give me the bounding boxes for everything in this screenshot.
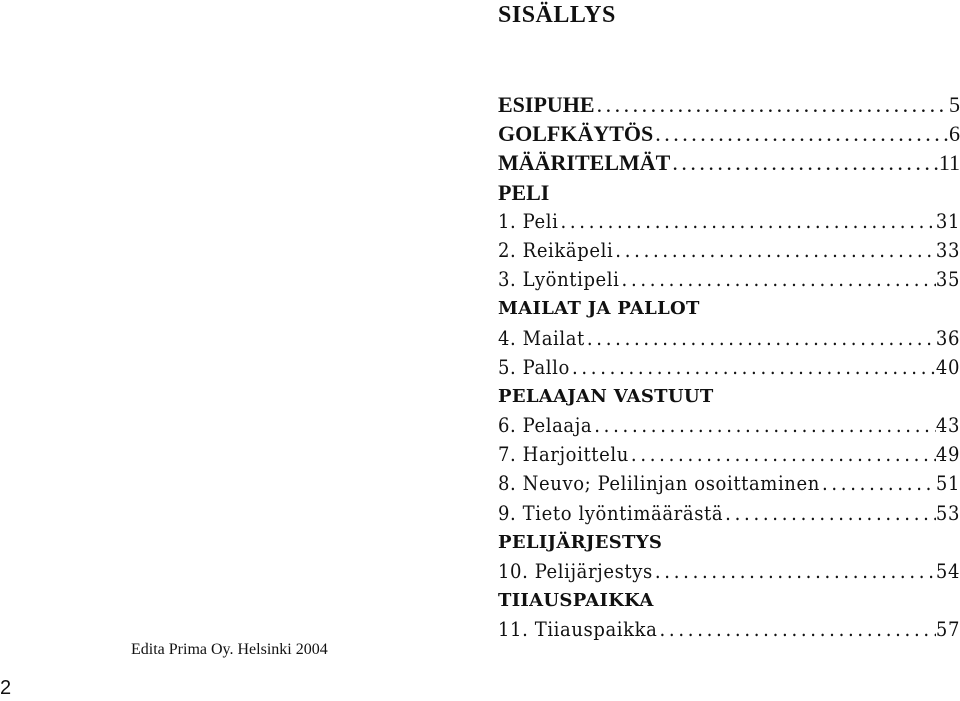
toc-dot-leader (820, 469, 936, 498)
toc-entry-page: 49 (935, 442, 960, 467)
toc-entry (498, 353, 960, 382)
toc-entry (498, 615, 960, 644)
toc-entry (498, 236, 960, 265)
toc-entry-page: 5 (949, 92, 960, 117)
toc-section-heading (498, 586, 960, 615)
toc-entry-label: PELI (498, 179, 550, 205)
toc-dot-leader (657, 615, 935, 644)
toc-section-heading (498, 382, 960, 411)
toc-entry-label: MÄÄRITELMÄT (498, 150, 671, 176)
toc-entry-page: 33 (935, 237, 960, 262)
toc-entry (498, 440, 960, 469)
table-of-contents (498, 90, 960, 645)
toc-entry-label: TIIAUSPAIKKA (498, 590, 654, 612)
toc-entry-label: 5. Pallo (498, 354, 570, 379)
toc-entry-page: 51 (935, 471, 960, 496)
toc-entry-page: 53 (935, 500, 960, 525)
toc-entry-label: 11. Tiiauspaikka (498, 617, 658, 642)
toc-dot-leader (570, 353, 936, 382)
toc-entry (498, 90, 960, 119)
toc-entry (498, 557, 960, 586)
toc-dot-leader (613, 236, 936, 265)
toc-entry (498, 469, 960, 498)
toc-dot-leader (723, 499, 936, 528)
toc-dot-leader (595, 90, 949, 119)
toc-section-heading (498, 294, 960, 323)
toc-dot-leader (629, 440, 936, 469)
toc-entry-page: 57 (935, 617, 960, 642)
toc-entry-page: 35 (935, 267, 960, 292)
toc-entry-page: 36 (935, 325, 960, 350)
toc-entry-label: PELIJÄRJESTYS (498, 531, 663, 553)
toc-entry (498, 411, 960, 440)
toc-dot-leader (670, 148, 938, 177)
toc-dot-leader (653, 557, 936, 586)
toc-section-heading (498, 178, 960, 207)
page-number: 2 (0, 677, 12, 699)
toc-entry-label: 10. Pelijärjestys (498, 559, 653, 583)
toc-entry-label: ESIPUHE (498, 92, 595, 117)
toc-entry-page: 40 (935, 354, 960, 379)
toc-entry-label: PELAAJAN VASTUUT (498, 385, 714, 407)
publisher-imprint: Edita Prima Oy. Helsinki 2004 (131, 641, 328, 658)
toc-entry (498, 324, 960, 353)
toc-entry-label: GOLFKÄYTÖS (498, 121, 654, 147)
toc-entry-label: 1. Peli (498, 208, 559, 233)
toc-entry-label: 2. Reikäpeli (498, 237, 614, 262)
toc-entry-page: 31 (935, 208, 960, 233)
toc-dot-leader (585, 324, 936, 353)
toc-entry (498, 207, 960, 236)
toc-entry-page: 11 (938, 150, 960, 176)
toc-entry-page: 43 (935, 413, 960, 438)
toc-entry (498, 148, 960, 177)
toc-entry-label: 3. Lyöntipeli (498, 267, 620, 292)
toc-entry (498, 119, 960, 148)
toc-entry-page: 6 (949, 121, 960, 147)
toc-dot-leader (558, 207, 935, 236)
toc-dot-leader (620, 265, 936, 294)
toc-entry-page: 54 (935, 559, 960, 583)
toc-dot-leader (592, 411, 936, 440)
toc-entry (498, 265, 960, 294)
toc-entry-label: 7. Harjoittelu (498, 442, 629, 467)
toc-entry-label: MAILAT JA PALLOT (498, 298, 700, 320)
toc-entry (498, 499, 960, 528)
toc-entry-label: 8. Neuvo; Pelilinjan osoittaminen (498, 471, 820, 496)
page-title: SISÄLLYS (498, 2, 616, 28)
toc-entry-label: 9. Tieto lyöntimäärästä (498, 500, 724, 525)
toc-dot-leader (653, 119, 949, 148)
toc-section-heading (498, 528, 960, 557)
toc-entry-label: 4. Mailat (498, 325, 585, 350)
toc-entry-label: 6. Pelaaja (498, 413, 593, 438)
